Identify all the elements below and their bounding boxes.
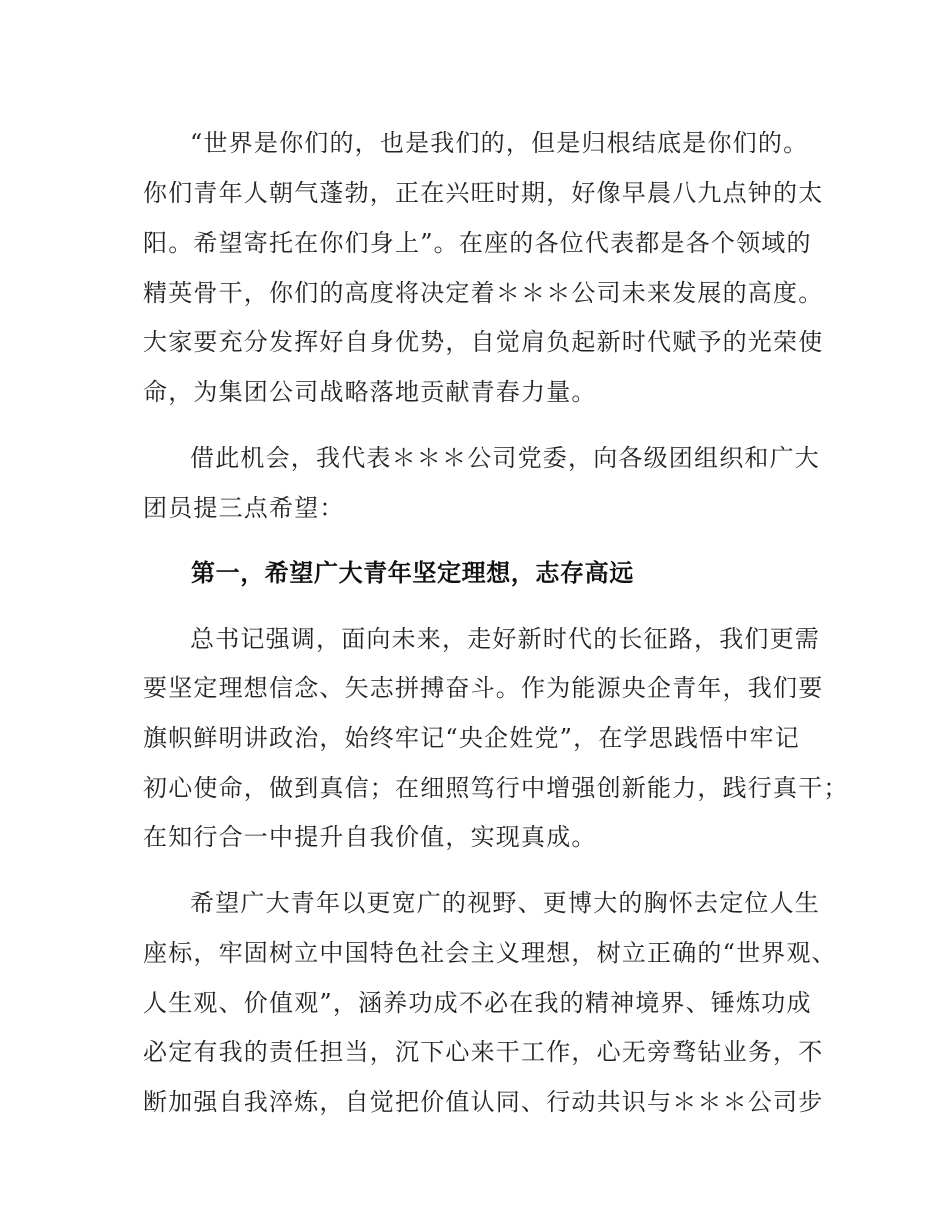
paragraph-4-line-5: 断加强自我淬炼，自觉把价值认同、行动共识与＊＊＊公司步 (143, 1088, 824, 1116)
paragraph-4-line-3: 人生观、价值观”，涵养功成不必在我的精神境界、锤炼功成 (143, 989, 812, 1017)
paragraph-4-line-1: 希望广大青年以更宽广的视野、更博大的胸怀去定位人生 (190, 889, 820, 917)
paragraph-1-line-4: 精英骨干，你们的高度将决定着＊＊＊公司未来发展的高度。 (143, 279, 824, 307)
paragraph-3-line-5: 在知行合一中提升自我价值，实现真成。 (143, 823, 597, 851)
paragraph-2-line-2: 团员提三点希望： (143, 494, 345, 522)
paragraph-3-line-2: 要坚定理想信念、矢志拼搏奋斗。作为能源央企青年，我们要 (143, 674, 824, 702)
paragraph-4-line-2: 座标，牢固树立中国特色社会主义理想，树立正确的“世界观、 (143, 939, 837, 967)
paragraph-1-line-1: “世界是你们的，也是我们的，但是归根结底是你们的。 (190, 129, 809, 157)
paragraph-4-line-4: 必定有我的责任担当，沉下心来干工作，心无旁骛钻业务，不 (143, 1038, 824, 1066)
paragraph-3-line-1: 总书记强调，面向未来，走好新时代的长征路，我们更需 (190, 625, 820, 653)
paragraph-1-line-5: 大家要充分发挥好自身优势，自觉肩负起新时代赋予的光荣使 (143, 328, 824, 356)
paragraph-3-line-3: 旗帜鲜明讲政治，始终牢记“央企姓党”，在学思践悟中牢记 (143, 724, 800, 752)
paragraph-1-line-6: 命，为集团公司战略落地贡献青春力量。 (143, 378, 597, 406)
paragraph-1-line-2: 你们青年人朝气蓬勃，正在兴旺时期，好像早晨八九点钟的太 (143, 179, 824, 207)
paragraph-1-line-3: 阳。希望寄托在你们身上”。在座的各位代表都是各个领域的 (143, 229, 812, 257)
paragraph-3-line-4: 初心使命，做到真信；在细照笃行中增强创新能力，践行真干； (143, 774, 849, 802)
section-heading-1: 第一，希望广大青年坚定理想，志存高远 (191, 559, 634, 587)
paragraph-2-line-1: 借此机会，我代表＊＊＊公司党委，向各级团组织和广大 (190, 444, 820, 472)
